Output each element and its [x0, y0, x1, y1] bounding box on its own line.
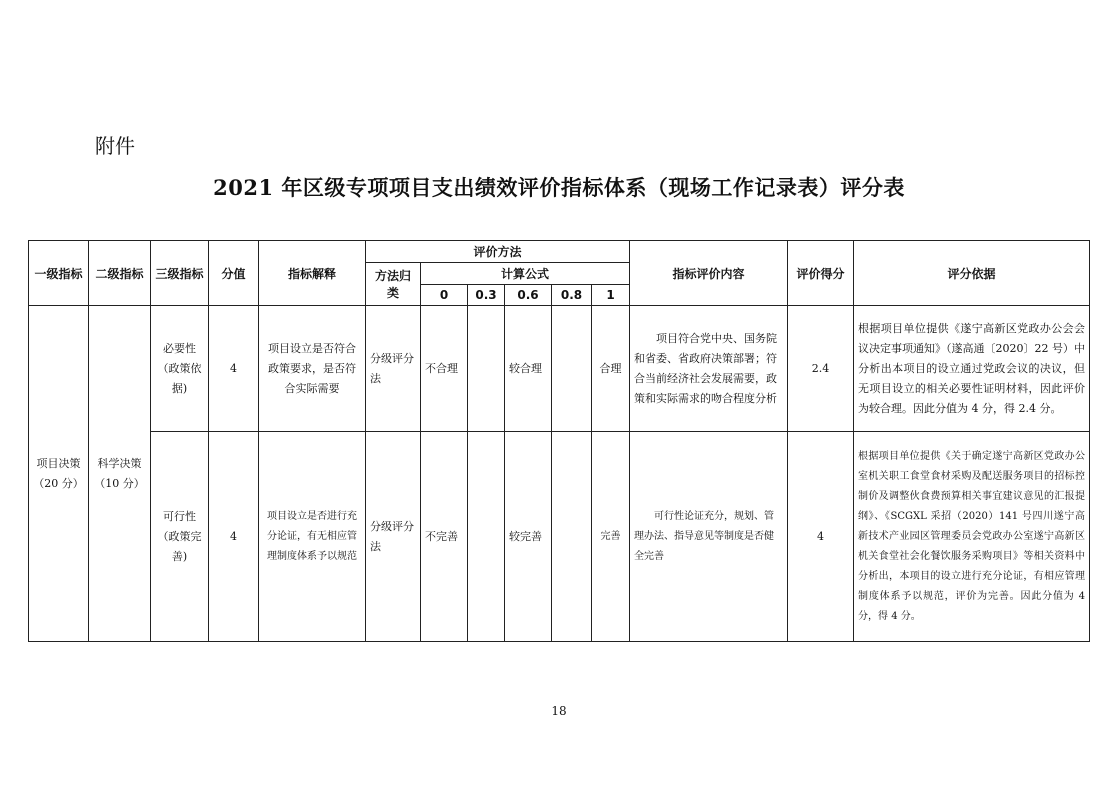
formula-0.3-cell: [468, 432, 505, 642]
formula-0.6-cell: 较完善: [505, 432, 552, 642]
page-number: 18: [551, 704, 567, 718]
formula-level-0.6: 0.6: [505, 285, 552, 306]
method-cell: 分级评分法: [366, 306, 421, 432]
formula-0.8-cell: [552, 432, 592, 642]
evaluation-table: [28, 240, 1090, 642]
formula-level-0.3: 0.3: [468, 285, 505, 306]
attachment-label: 附件: [95, 134, 135, 158]
formula-0-cell: 不合理: [421, 306, 468, 432]
evaluation-score-cell: 4: [788, 432, 854, 642]
level2-cell: 科学决策（10 分）: [89, 306, 151, 642]
formula-1-cell: 完善: [592, 432, 630, 642]
formula-1-cell: 合理: [592, 306, 630, 432]
header-calculation-formula: 计算公式: [421, 263, 630, 285]
content-cell: 可行性论证充分，规划、管理办法、指导意见等制度是否健全完善: [630, 432, 788, 642]
scoring-basis-cell: 根据项目单位提供《遂宁高新区党政办公会会议决定事项通知》（遂高通〔2020〕22 号）中分析出本项目的设立通过党政会议的决议，但无项目设立的相关必要性证明材料，因此评价为较合理。因此分值为 4 分，得 2.4 分。: [854, 306, 1090, 432]
method-cell: 分级评分法: [366, 432, 421, 642]
header-indicator-explanation: 指标解释: [259, 241, 366, 306]
header-level3: 三级指标: [151, 241, 209, 306]
table-row: [29, 306, 1090, 432]
formula-level-1: 1: [592, 285, 630, 306]
header-score-value: 分值: [209, 241, 259, 306]
level1-cell: 项目决策（20 分）: [29, 306, 89, 642]
scoring-basis-cell: 根据项目单位提供《关于确定遂宁高新区党政办公室机关职工食堂食材采购及配送服务项目的招标控制价及调整伙食费预算相关事宜建议意见的汇报提纲》、《SCGXL 采招（2020）141 号四川遂宁高新技术产业园区管理委员会党政办公室遂宁高新区机关食堂社会化餐饮服务采购项目》等相关资料中分析出，本项目的设立进行充分论证，有相应管理制度体系予以规范，评价为完善。因此分值为 4 分，得 4 分。: [854, 432, 1090, 642]
level3-cell: 可行性（政策完善): [151, 432, 209, 642]
formula-0.3-cell: [468, 306, 505, 432]
header-evaluation-score: 评价得分: [788, 241, 854, 306]
page-title: 2021 年区级专项项目支出绩效评价指标体系（现场工作记录表）评分表: [213, 175, 905, 200]
formula-level-0: 0: [421, 285, 468, 306]
header-level2: 二级指标: [89, 241, 151, 306]
explanation-cell: 项目设立是否进行充分论证，有无相应管理制度体系予以规范: [259, 432, 366, 642]
header-evaluation-method: 评价方法: [366, 241, 630, 263]
header-method-category: 方法归类: [366, 263, 421, 306]
header-scoring-basis: 评分依据: [854, 241, 1090, 306]
evaluation-score-cell: 2.4: [788, 306, 854, 432]
formula-0-cell: 不完善: [421, 432, 468, 642]
formula-0.6-cell: 较合理: [505, 306, 552, 432]
header-evaluation-content: 指标评价内容: [630, 241, 788, 306]
score-value-cell: 4: [209, 432, 259, 642]
level3-cell: 必要性（政策依据): [151, 306, 209, 432]
formula-level-0.8: 0.8: [552, 285, 592, 306]
formula-0.8-cell: [552, 306, 592, 432]
table-row: [29, 432, 1090, 642]
score-value-cell: 4: [209, 306, 259, 432]
header-row-1: [29, 241, 1090, 263]
content-cell: 项目符合党中央、国务院和省委、省政府决策部署；符合当前经济社会发展需要，政策和实际需求的吻合程度分析: [630, 306, 788, 432]
explanation-cell: 项目设立是否符合政策要求，是否符合实际需要: [259, 306, 366, 432]
header-level1: 一级指标: [29, 241, 89, 306]
